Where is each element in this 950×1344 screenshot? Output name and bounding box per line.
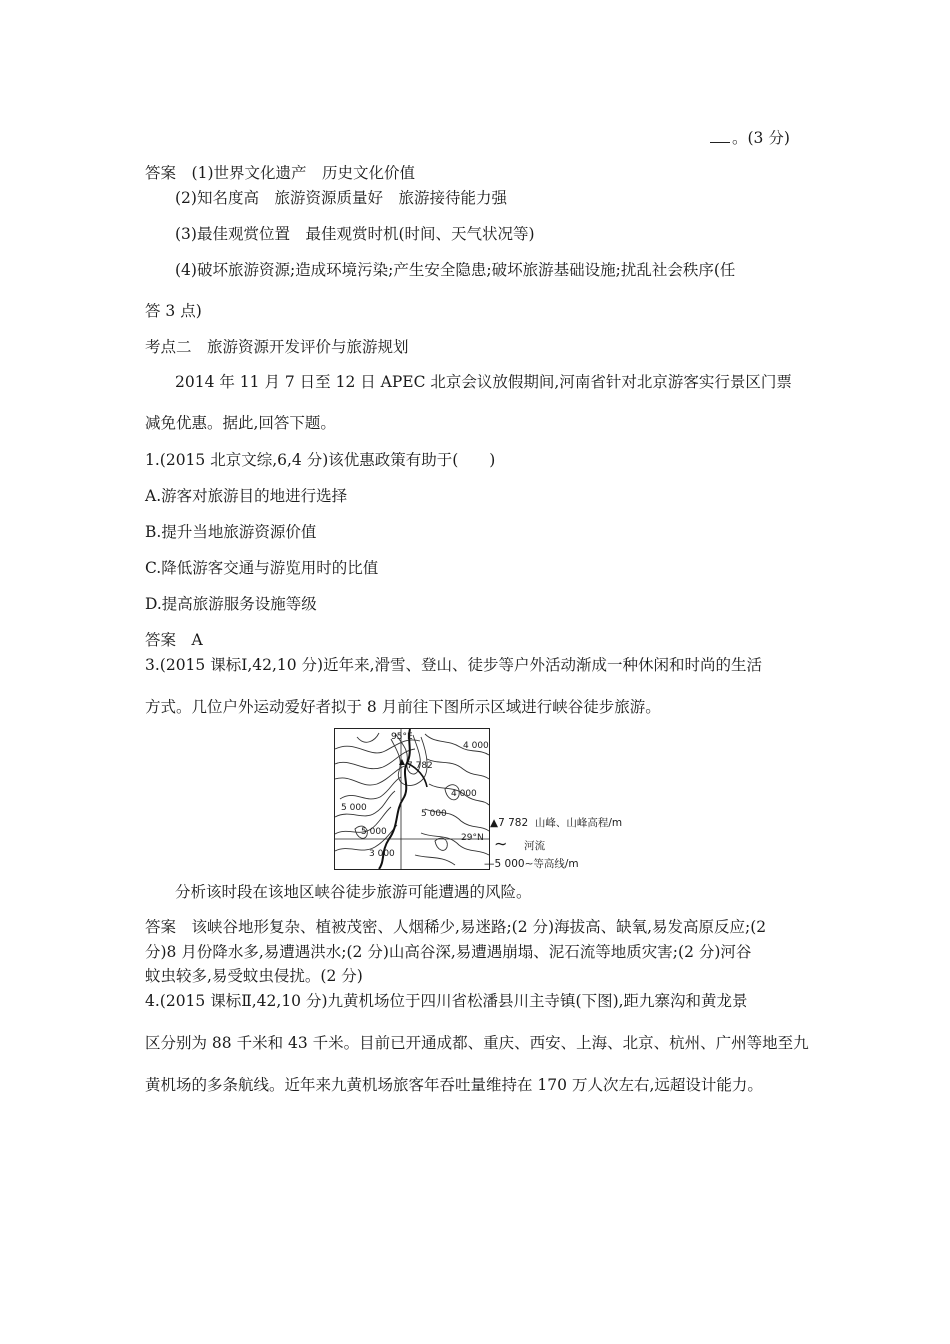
answer-1-line-5: 答 3 点): [145, 302, 202, 320]
question-4-line-1: 4.(2015 课标Ⅱ,42,10 分)九黄机场位于四川省松潘县川主寺镇(下图),距九寨沟和黄龙景: [145, 992, 748, 1010]
legend-peak: [490, 816, 622, 830]
map-peak-label: 7 782: [407, 761, 433, 771]
question-3-stem-2: 方式。几位户外运动爱好者拟于 8 月前往下图所示区域进行峡谷徒步旅游。: [145, 698, 661, 716]
legend-river: [494, 834, 546, 853]
question-4-line-3: 黄机场的多条航线。近年来九黄机场旅客年吞吐量维持在 170 万人次左右,远超设计能力。: [145, 1076, 763, 1094]
question-1-option-d: D.提高旅游服务设施等级: [145, 595, 317, 613]
top-continuation: [710, 128, 790, 148]
map-contour-label: 4 000: [463, 741, 489, 751]
question-3-stem-1: 3.(2015 课标Ⅰ,42,10 分)近年来,滑雪、登山、徒步等户外活动渐成一种休闲和时尚的生活: [145, 656, 763, 674]
map-contour-label: 5 000: [361, 827, 387, 837]
question-3-prompt: 分析该时段在该地区峡谷徒步旅游可能遭遇的风险。: [175, 883, 532, 901]
answer-1-text-1: (1)世界文化遗产 历史文化价值: [191, 164, 415, 182]
map-lat-label: 29°N: [461, 833, 484, 843]
map-contour-label: 4 000: [451, 789, 477, 799]
legend-contour-text: 等高线/m: [533, 858, 579, 870]
blank-underline: [710, 128, 730, 143]
question-1-stem: 1.(2015 北京文综,6,4 分)该优惠政策有助于( ): [145, 451, 496, 469]
answer-label: 答案: [145, 631, 177, 649]
top-tail-text: 。(3 分): [732, 129, 790, 147]
peak-triangle-icon: ▲: [490, 817, 499, 829]
answer-1-line-2: (2)知名度高 旅游资源质量好 旅游接待能力强: [175, 189, 507, 207]
question-1-answer-value: A: [191, 631, 203, 649]
legend-contour-sample: 5 000: [494, 858, 525, 870]
map-contour-label: 5 000: [421, 809, 447, 819]
answer-label: 答案: [145, 164, 177, 182]
map-contour-label: 3 000: [369, 849, 395, 859]
answer-label: 答案: [145, 918, 177, 936]
map-contour-label: 5 000: [341, 803, 367, 813]
question-3-answer-text-1: 该峡谷地形复杂、植被茂密、人烟稀少,易迷路;(2 分)海拔高、缺氧,易发高原反应;(2: [191, 918, 767, 936]
intro-line-1: 2014 年 11 月 7 日至 12 日 APEC 北京会议放假期间,河南省针对北京游客实行景区门票: [175, 373, 792, 391]
legend-river-text: 河流: [524, 840, 546, 852]
answer-1-line-3: (3)最佳观赏位置 最佳观赏时机(时间、天气状况等): [175, 225, 535, 243]
question-1-option-c: C.降低游客交通与游览用时的比值: [145, 559, 379, 577]
contour-tilde-icon: ∼: [524, 858, 534, 870]
legend-peak-sample: 7 782: [498, 817, 529, 829]
intro-line-2: 减免优惠。据此,回答下题。: [145, 414, 336, 432]
question-3-answer-2: 分)8 月份降水多,易遭遇洪水;(2 分)山高谷深,易遭遇崩塌、泥石流等地质灾害;(2 分)河谷: [145, 943, 752, 961]
answer-1-line-1: [145, 163, 415, 183]
section-title: 考点二 旅游资源开发评价与旅游规划: [145, 338, 409, 356]
answer-1-line-4: (4)破坏旅游资源;造成环境污染;产生安全隐患;破坏旅游基础设施;扰乱社会秩序(任: [175, 261, 736, 279]
map-lon-label: 95°E: [391, 732, 413, 742]
legend-contour: [484, 857, 579, 871]
question-1-answer: [145, 630, 203, 650]
question-3-answer-1: [145, 917, 766, 937]
legend-peak-text: 山峰、山峰高程/m: [534, 817, 623, 829]
question-4-line-2: 区分别为 88 千米和 43 千米。目前已开通成都、重庆、西安、上海、北京、杭州、广州等地至九: [145, 1034, 809, 1052]
contour-line-icon: —: [484, 858, 495, 870]
question-1-option-b: B.提升当地旅游资源价值: [145, 523, 317, 541]
topographic-map: [334, 728, 490, 870]
question-1-option-a: A.游客对旅游目的地进行选择: [145, 487, 348, 505]
question-3-answer-3: 蚊虫较多,易受蚊虫侵扰。(2 分): [145, 967, 363, 985]
river-wave-icon: ∼: [494, 834, 508, 853]
